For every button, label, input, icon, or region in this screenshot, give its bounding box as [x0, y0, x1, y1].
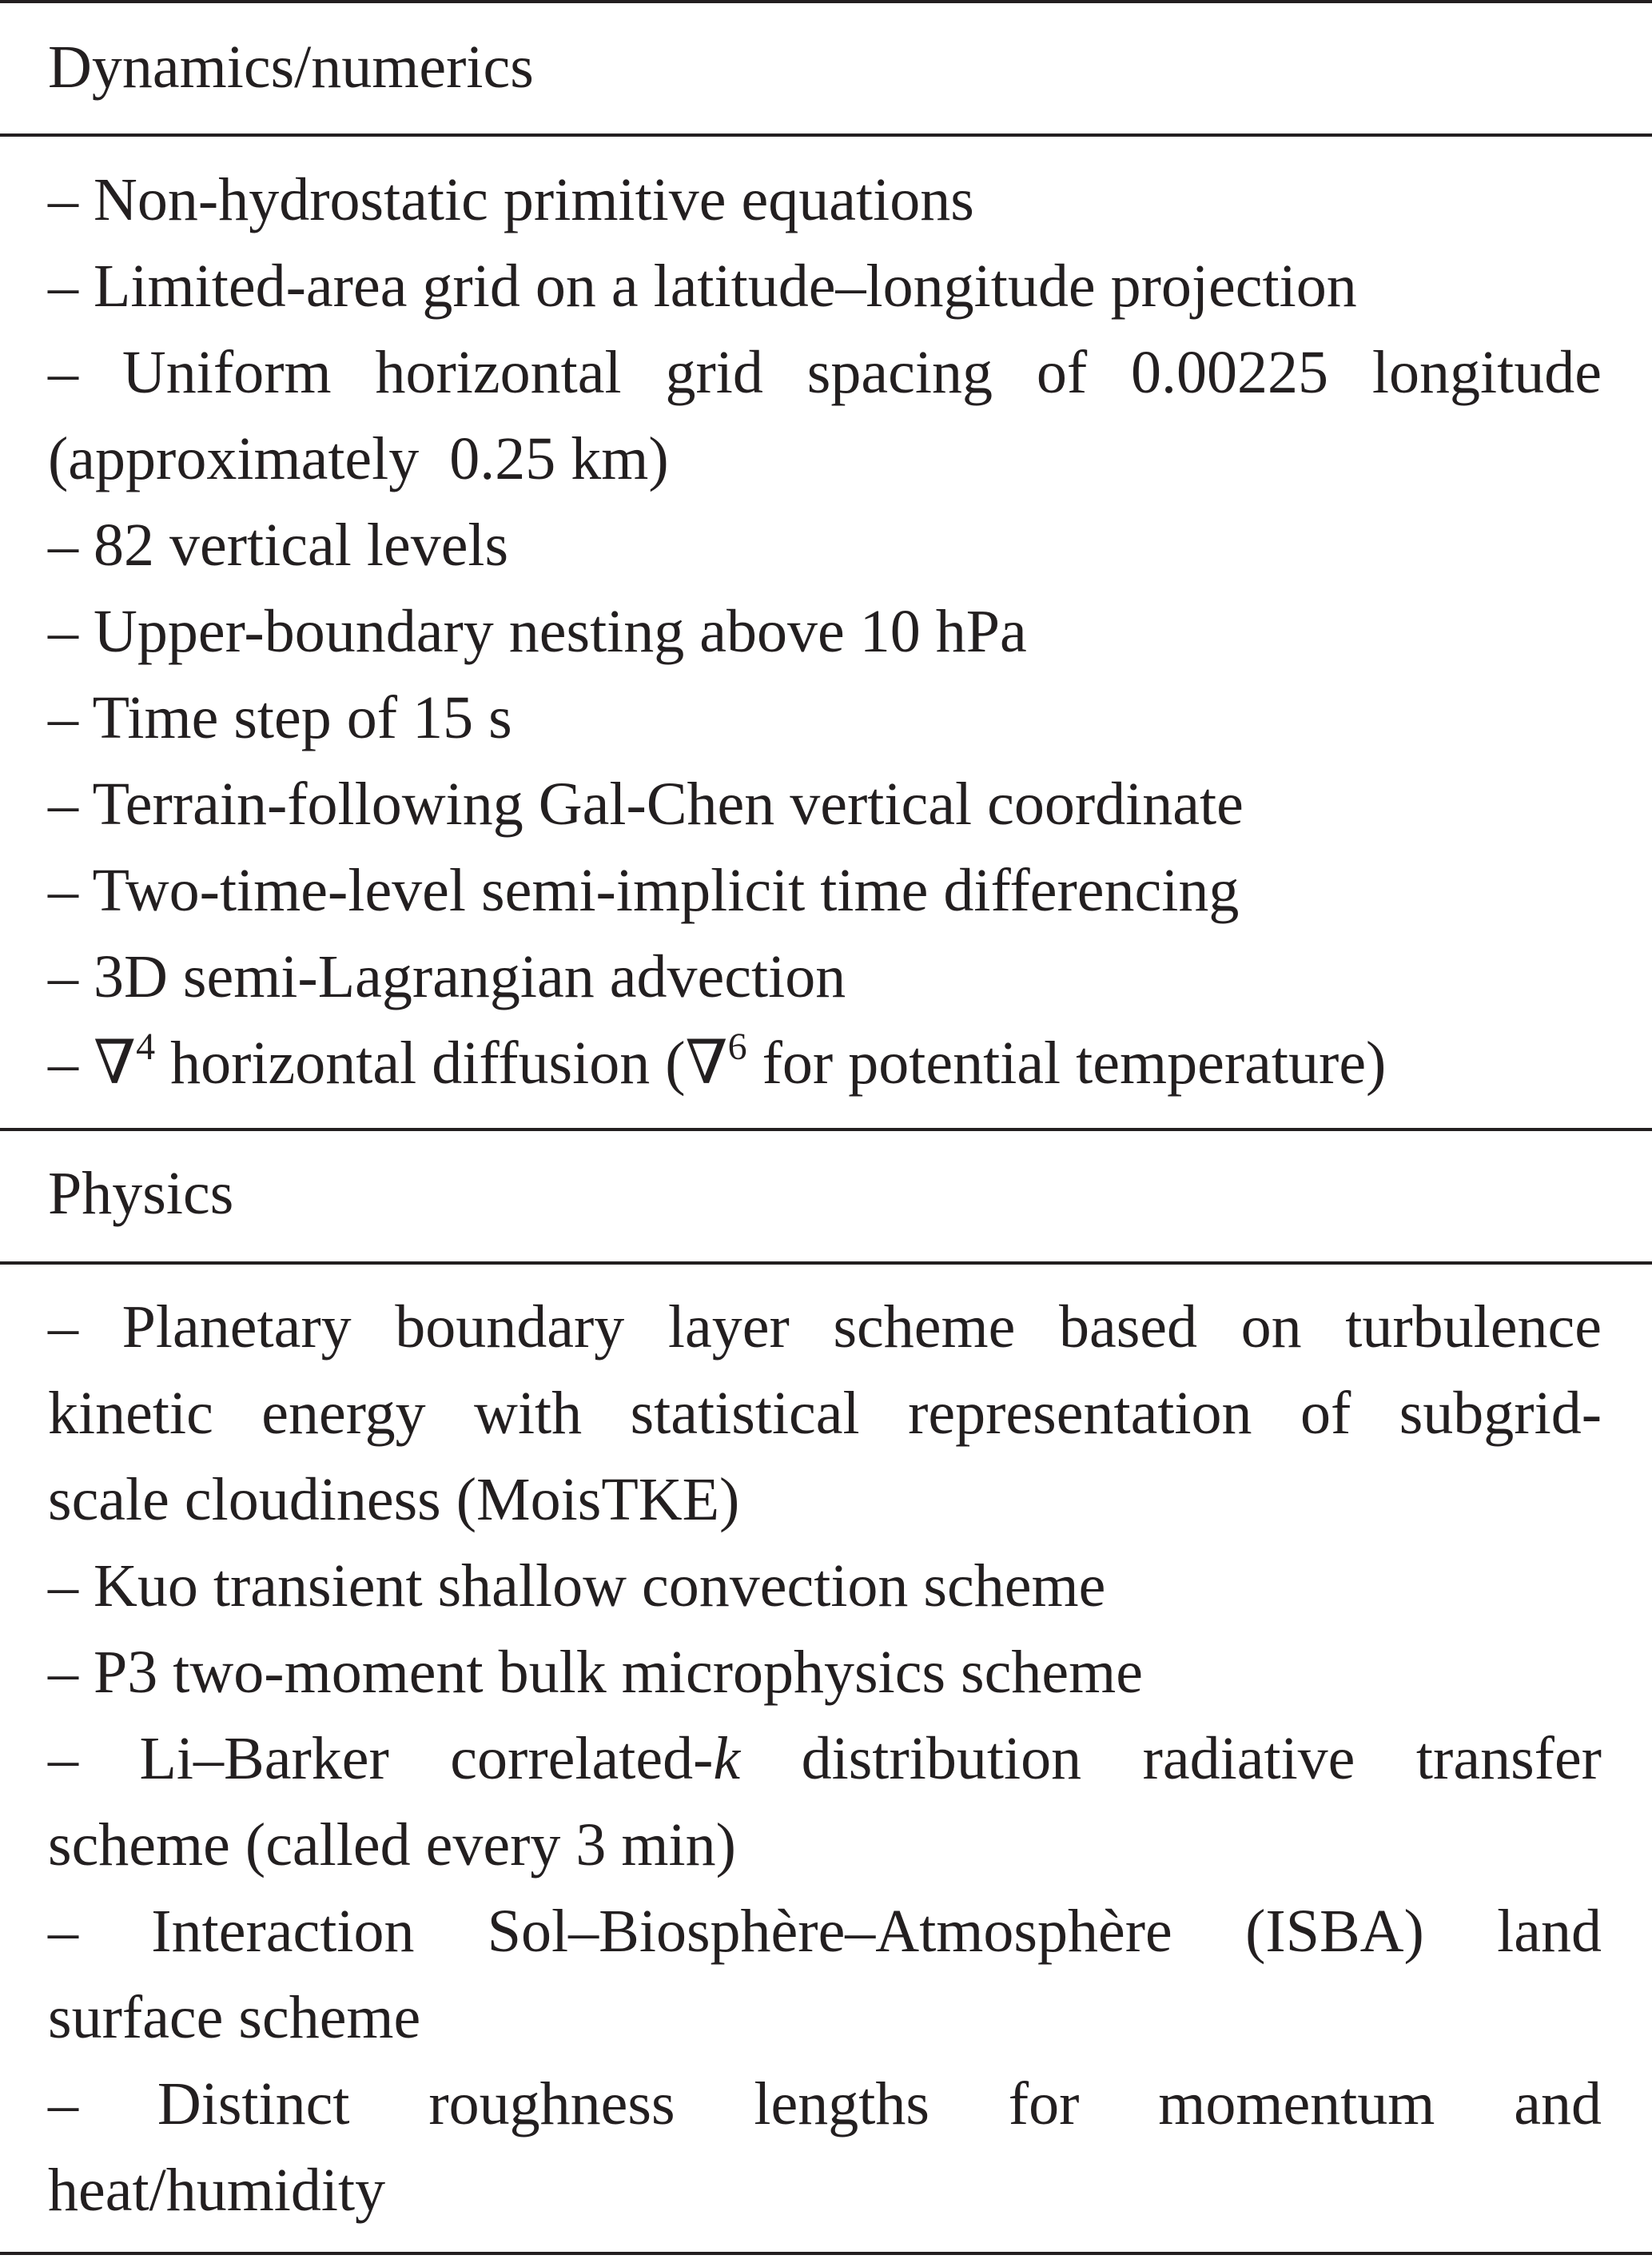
libarker-prefix: – Li–Barker correlated-	[48, 1725, 714, 1792]
list-item: – Two-time-level semi-implicit time differencing	[48, 857, 1240, 924]
list-item: – Distinct roughness lengths for momentum and	[48, 2070, 1602, 2137]
list-item: scheme (called every 3 min)	[48, 1811, 736, 1879]
libarker-italic-k: k	[713, 1725, 741, 1792]
top-rule	[0, 0, 1652, 3]
list-item: kinetic energy with statistical representation of subgrid-	[48, 1380, 1602, 1447]
list-item: scale cloudiness (MoisTKE)	[48, 1466, 740, 1533]
header-rule-physics	[0, 1261, 1652, 1265]
libarker-suffix: distribution radiative transfer	[740, 1725, 1602, 1792]
list-item: – 82 vertical levels	[48, 512, 509, 579]
section-body-dynamics	[48, 157, 1602, 1106]
section-header-dynamics: Dynamics/numerics	[48, 34, 534, 101]
section-rule	[0, 1128, 1652, 1131]
diffusion-middle: horizontal diffusion (∇	[155, 1030, 728, 1097]
list-item: – 3D semi-Lagrangian advection	[48, 943, 846, 1010]
list-item: – Non-hydrostatic primitive equations	[48, 166, 974, 233]
list-item: – Limited-area grid on a latitude–longitude projection	[48, 253, 1357, 320]
bottom-rule	[0, 2252, 1652, 2255]
diffusion-suffix: for potential temperature)	[746, 1030, 1387, 1097]
list-item: heat/humidity	[48, 2157, 386, 2224]
list-item: surface scheme	[48, 1984, 421, 2051]
superscript-4: 4	[136, 1025, 156, 1068]
superscript-6: 6	[727, 1025, 747, 1068]
list-item: – Uniform horizontal grid spacing of 0.00225 longitude	[48, 339, 1602, 406]
list-item: – Upper-boundary nesting above 10 hPa	[48, 598, 1027, 665]
list-item: – Terrain-following Gal-Chen vertical coordinate	[48, 771, 1244, 838]
list-item: – P3 two-moment bulk microphysics scheme	[48, 1639, 1143, 1706]
diffusion-prefix: – ∇	[48, 1030, 137, 1097]
header-rule-dynamics	[0, 133, 1652, 137]
list-item: (approximately 0.25 km)	[48, 425, 669, 492]
list-item: – Interaction Sol–Biosphère–Atmosphère (ISBA) land	[48, 1898, 1602, 1965]
section-header-physics: Physics	[48, 1160, 234, 1227]
list-item-libarker	[48, 1715, 1602, 1802]
list-item: – Time step of 15 s	[48, 684, 512, 751]
list-item: – Planetary boundary layer scheme based on turbulence	[48, 1293, 1602, 1361]
section-body-physics	[48, 1284, 1602, 2233]
list-item-diffusion	[48, 1020, 1602, 1106]
list-item: – Kuo transient shallow convection scheme	[48, 1552, 1106, 1620]
